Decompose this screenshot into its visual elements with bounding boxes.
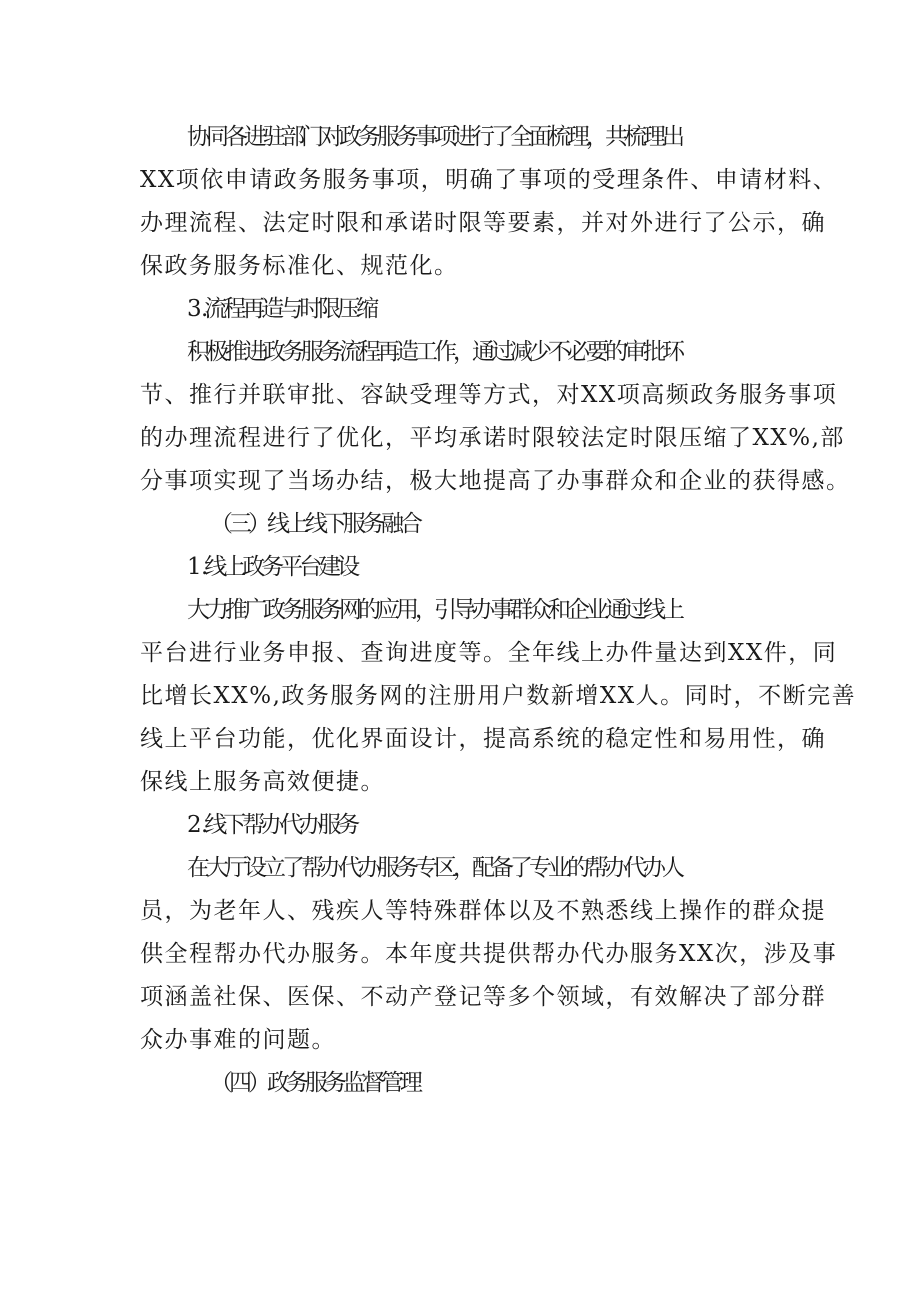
paragraph-line: 的办理流程进行了优化，平均承诺时限较法定时限压缩了XX%,部 — [140, 425, 845, 451]
paragraph-line: 员，为老年人、残疾人等特殊群体以及不熟悉线上操作的群众提 — [140, 898, 826, 924]
subheading-1: 1 .线上政务平台建设 — [187, 554, 357, 580]
section-heading-3: （三）线上线下服务融合 — [210, 511, 419, 537]
paragraph-line: 线上平台功能，优化界面设计，提高系统的稳定性和易用性，确 — [140, 726, 826, 752]
paragraph-line: 在大厅设立了帮办代办服务专区，配备了专业的帮办代办人 — [187, 855, 681, 881]
paragraph-line: 分事项实现了当场办结，极大地提高了办事群众和企业的获得感。 — [140, 468, 851, 494]
paragraph-line: 项涵盖社保、医保、不动产登记等多个领域，有效解决了部分群 — [140, 984, 826, 1010]
paragraph-line: 大力推广政务服务网的应用，引导办事群众和企业通过线上 — [187, 597, 681, 623]
paragraph-line: 积极推进政务服务流程再造工作，通过减少不必要的审批环 — [187, 339, 681, 365]
paragraph-line: 协同各进驻部门对政务服务事项进行了全面梳理，共梳理出 — [187, 124, 681, 150]
section-heading-4: （四）政务服务监督管理 — [210, 1070, 419, 1096]
paragraph-line: XX项依申请政务服务事项，明确了事项的受理条件、申请材料、 — [140, 167, 838, 193]
paragraph-line: 平台进行业务申报、查询进度等。全年线上办件量达到XX件，同 — [140, 640, 838, 666]
paragraph-line: 保政务服务标准化、规范化。 — [140, 253, 459, 279]
paragraph-line: 办理流程、法定时限和承诺时限等要素，并对外进行了公示，确 — [140, 210, 826, 236]
paragraph-line: 众办事难的问题。 — [140, 1027, 336, 1053]
subheading-2: 2 .线下帮办代办服务 — [187, 812, 357, 838]
paragraph-line: 节、推行并联审批、容缺受理等方式，对XX项高频政务服务事项 — [140, 382, 838, 408]
subheading-3: 3 .流程再造与时限压缩 — [187, 296, 376, 322]
paragraph-line: 比增长XX%,政务服务网的注册用户数新增XX人。同时，不断完善 — [140, 683, 857, 709]
paragraph-line: 保线上服务高效便捷。 — [140, 769, 385, 795]
paragraph-line: 供全程帮办代办服务。本年度共提供帮办代办服务XX次，涉及事 — [140, 941, 838, 967]
